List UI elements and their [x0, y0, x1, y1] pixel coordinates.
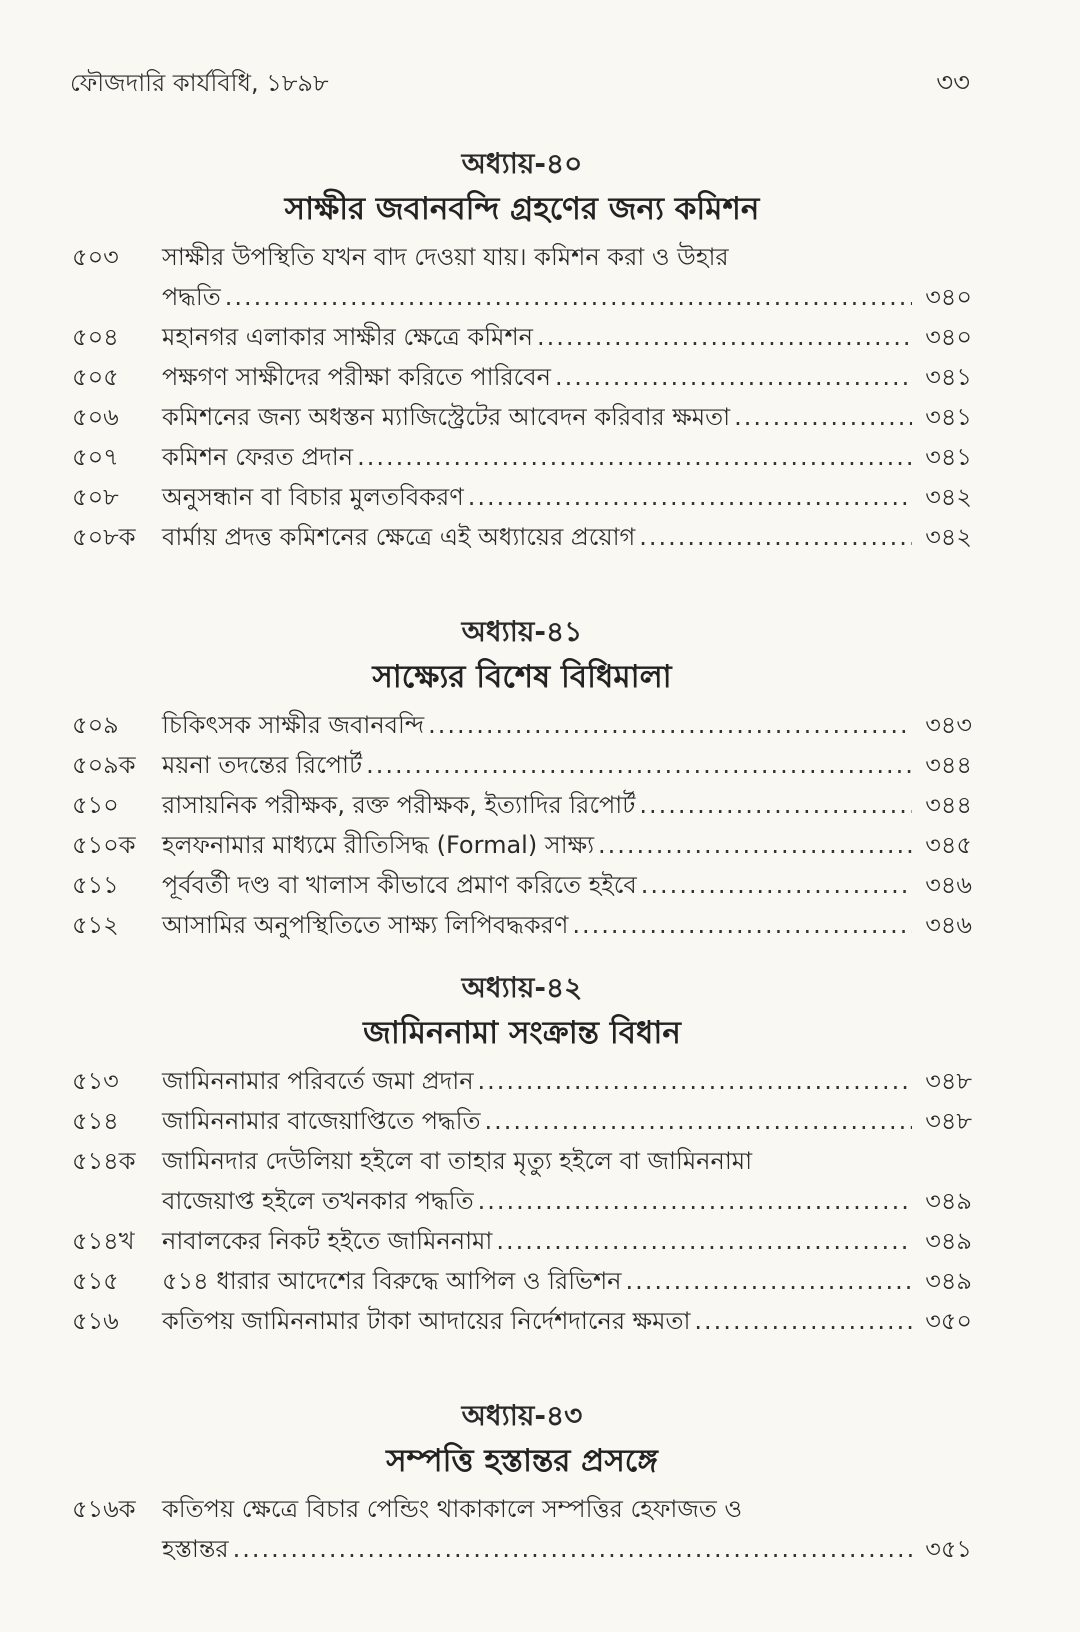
page-ref: ৩৪৯ [925, 1187, 972, 1215]
toc-entry[interactable] [72, 785, 972, 825]
section-number: ৫০৫ [72, 363, 119, 391]
entry-title: জামিনদার দেউলিয়া হইলে বা তাহার মৃত্যু হইলে বা জামিননামা [162, 1147, 753, 1175]
section-number: ৫০৯ [72, 711, 119, 739]
section-number: ৫০৯ক [72, 751, 136, 779]
spacer [72, 1341, 972, 1395]
entry-title: কমিশনের জন্য অধস্তন ম্যাজিস্ট্রেটের আবেদন করিবার ক্ষমতা [162, 403, 731, 431]
section-number: ৫১৪ [72, 1107, 119, 1135]
page-ref: ৩৪১ [925, 363, 972, 391]
section-number: ৫১১ [72, 871, 119, 899]
table-of-contents [72, 143, 972, 1569]
entry-title: পক্ষগণ সাক্ষীদের পরীক্ষা করিতে পারিবেন [162, 363, 551, 391]
section-number: ৫০৮ [72, 483, 119, 511]
entry-title: হলফনামার মাধ্যমে রীতিসিদ্ধ (Formal) সাক্ষ্য [162, 831, 595, 859]
entry-title: নাবালকের নিকট হইতে জামিননামা [162, 1227, 493, 1255]
section-number: ৫১০ক [72, 831, 136, 859]
toc-entry[interactable] [72, 1101, 972, 1141]
leader-dots [496, 1221, 912, 1261]
leader-dots [357, 437, 912, 477]
page-ref: ৩৫১ [925, 1535, 972, 1563]
toc-entry[interactable] [72, 1489, 972, 1569]
page-ref: ৩৪৫ [925, 831, 972, 859]
page-ref: ৩৪৬ [925, 871, 972, 899]
page-ref: ৩৪১ [925, 403, 972, 431]
section-number: ৫১৬ক [72, 1495, 136, 1523]
leader-dots [694, 1301, 912, 1341]
leader-dots [639, 785, 912, 825]
entry-title: কমিশন ফেরত প্রদান [162, 443, 354, 471]
toc-entry[interactable] [72, 437, 972, 477]
entry-title: ৫১৪ ধারার আদেশের বিরুদ্ধে আপিল ও রিভিশন [162, 1267, 622, 1295]
leader-dots [555, 357, 912, 397]
toc-entry[interactable] [72, 905, 972, 945]
section-number: ৫১৬ [72, 1307, 119, 1335]
entry-title: ময়না তদন্তের রিপোর্ট [162, 751, 363, 779]
toc-entry[interactable] [72, 317, 972, 357]
chapter-heading [72, 967, 972, 1057]
section-number: ৫১৩ [72, 1067, 119, 1095]
chapter-title: সম্পত্তি হস্তান্তর প্রসঙ্গে [386, 1443, 658, 1479]
leader-dots [478, 1181, 912, 1221]
toc-entry[interactable] [72, 1261, 972, 1301]
chapter-number: অধ্যায়-৪১ [461, 615, 583, 648]
page-ref: ৩৪২ [925, 483, 972, 511]
section-number: ৫০৪ [72, 323, 119, 351]
page-ref: ৩৪৯ [925, 1227, 972, 1255]
section-number: ৫১৪ক [72, 1147, 136, 1175]
leader-dots [366, 745, 912, 785]
leader-dots [537, 317, 912, 357]
entry-title: পূর্ববর্তী দণ্ড বা খালাস কীভাবে প্রমাণ করিতে হইবে [162, 871, 637, 899]
entry-title-continued: বাজেয়াপ্ত হইলে তখনকার পদ্ধতি [162, 1187, 474, 1215]
leader-dots [428, 705, 912, 745]
page-ref: ৩৪১ [925, 443, 972, 471]
toc-entry[interactable] [72, 825, 972, 865]
page-ref: ৩৪০ [925, 323, 972, 351]
book-title: ফৌজদারি কার্যবিধি, ১৮৯৮ [70, 69, 329, 97]
spacer [72, 945, 972, 967]
leader-dots [478, 1061, 912, 1101]
page-ref: ৩৪৪ [925, 751, 972, 779]
page-ref: ৩৪২ [925, 523, 972, 551]
entry-title: সাক্ষীর উপস্থিতি যখন বাদ দেওয়া যায়। কমিশন করা ও উহার [162, 243, 729, 271]
chapter-heading [72, 143, 972, 233]
page-ref: ৩৪৯ [925, 1267, 972, 1295]
entry-title: জামিননামার পরিবর্তে জমা প্রদান [162, 1067, 474, 1095]
section-number: ৫১২ [72, 911, 119, 939]
page-ref: ৩৪০ [925, 283, 972, 311]
toc-entry[interactable] [72, 705, 972, 745]
page-ref: ৩৪৬ [925, 911, 972, 939]
page-ref: ৩৪৮ [925, 1107, 972, 1135]
toc-entry[interactable] [72, 745, 972, 785]
entry-title: বার্মায় প্রদত্ত কমিশনের ক্ষেত্রে এই অধ্যায়ের প্রয়োগ [162, 523, 636, 551]
page-ref: ৩৪৪ [925, 791, 972, 819]
toc-entry[interactable] [72, 237, 972, 317]
section-number: ৫১০ [72, 791, 119, 819]
page-ref: ৩৪৮ [925, 1067, 972, 1095]
section-number: ৫১৫ [72, 1267, 119, 1295]
page-ref: ৩৫০ [925, 1307, 972, 1335]
toc-entry[interactable] [72, 357, 972, 397]
entry-title: আসামির অনুপস্থিতিতে সাক্ষ্য লিপিবদ্ধকরণ [162, 911, 569, 939]
leader-dots [639, 517, 912, 557]
chapter-number: অধ্যায়-৪৩ [461, 1399, 583, 1432]
chapter-number: অধ্যায়-৪২ [461, 971, 583, 1004]
leader-dots [233, 1529, 912, 1569]
entry-title: অনুসন্ধান বা বিচার মুলতবিকরণ [162, 483, 464, 511]
running-head [70, 62, 980, 106]
entry-title: মহানগর এলাকার সাক্ষীর ক্ষেত্রে কমিশন [162, 323, 534, 351]
leader-dots [225, 277, 912, 317]
chapter-title: জামিননামা সংক্রান্ত বিধান [363, 1015, 681, 1051]
section-number: ৫০৭ [72, 443, 119, 471]
entry-title: জামিননামার বাজেয়াপ্তিতে পদ্ধতি [162, 1107, 481, 1135]
section-number: ৫০৬ [72, 403, 119, 431]
toc-entry[interactable] [72, 1301, 972, 1341]
section-number: ৫১৪খ [72, 1227, 135, 1255]
leader-dots [598, 825, 912, 865]
toc-entry[interactable] [72, 477, 972, 517]
spacer [72, 557, 972, 611]
leader-dots [626, 1261, 913, 1301]
section-number: ৫০৮ক [72, 523, 136, 551]
chapter-title: সাক্ষীর জবানবন্দি গ্রহণের জন্য কমিশন [284, 191, 760, 227]
page-number: ৩৩ [936, 68, 970, 98]
entry-title: চিকিৎসক সাক্ষীর জবানবন্দি [162, 711, 425, 739]
entry-title: কতিপয় জামিননামার টাকা আদায়ের নির্দেশদানের ক্ষমতা [162, 1307, 691, 1335]
toc-entry[interactable] [72, 517, 972, 557]
leader-dots [572, 905, 912, 945]
entry-title-continued: হস্তান্তর [162, 1535, 229, 1563]
toc-entry[interactable] [72, 865, 972, 905]
toc-entry[interactable] [72, 1221, 972, 1261]
leader-dots [734, 397, 912, 437]
leader-dots [485, 1101, 912, 1141]
entry-title: রাসায়নিক পরীক্ষক, রক্ত পরীক্ষক, ইত্যাদির রিপোর্ট [162, 791, 636, 819]
toc-entry[interactable] [72, 1061, 972, 1101]
chapter-heading [72, 611, 972, 701]
chapter-number: অধ্যায়-৪০ [461, 147, 583, 180]
chapter-title: সাক্ষ্যের বিশেষ বিধিমালা [372, 659, 672, 695]
entry-title: কতিপয় ক্ষেত্রে বিচার পেন্ডিং থাকাকালে সম্পত্তির হেফাজত ও [162, 1495, 743, 1523]
entry-title-continued: পদ্ধতি [162, 283, 221, 311]
toc-entry[interactable] [72, 1141, 972, 1221]
toc-entry[interactable] [72, 397, 972, 437]
page-ref: ৩৪৩ [925, 711, 972, 739]
leader-dots [468, 477, 912, 517]
chapter-heading [72, 1395, 972, 1485]
leader-dots [641, 865, 912, 905]
section-number: ৫০৩ [72, 243, 119, 271]
